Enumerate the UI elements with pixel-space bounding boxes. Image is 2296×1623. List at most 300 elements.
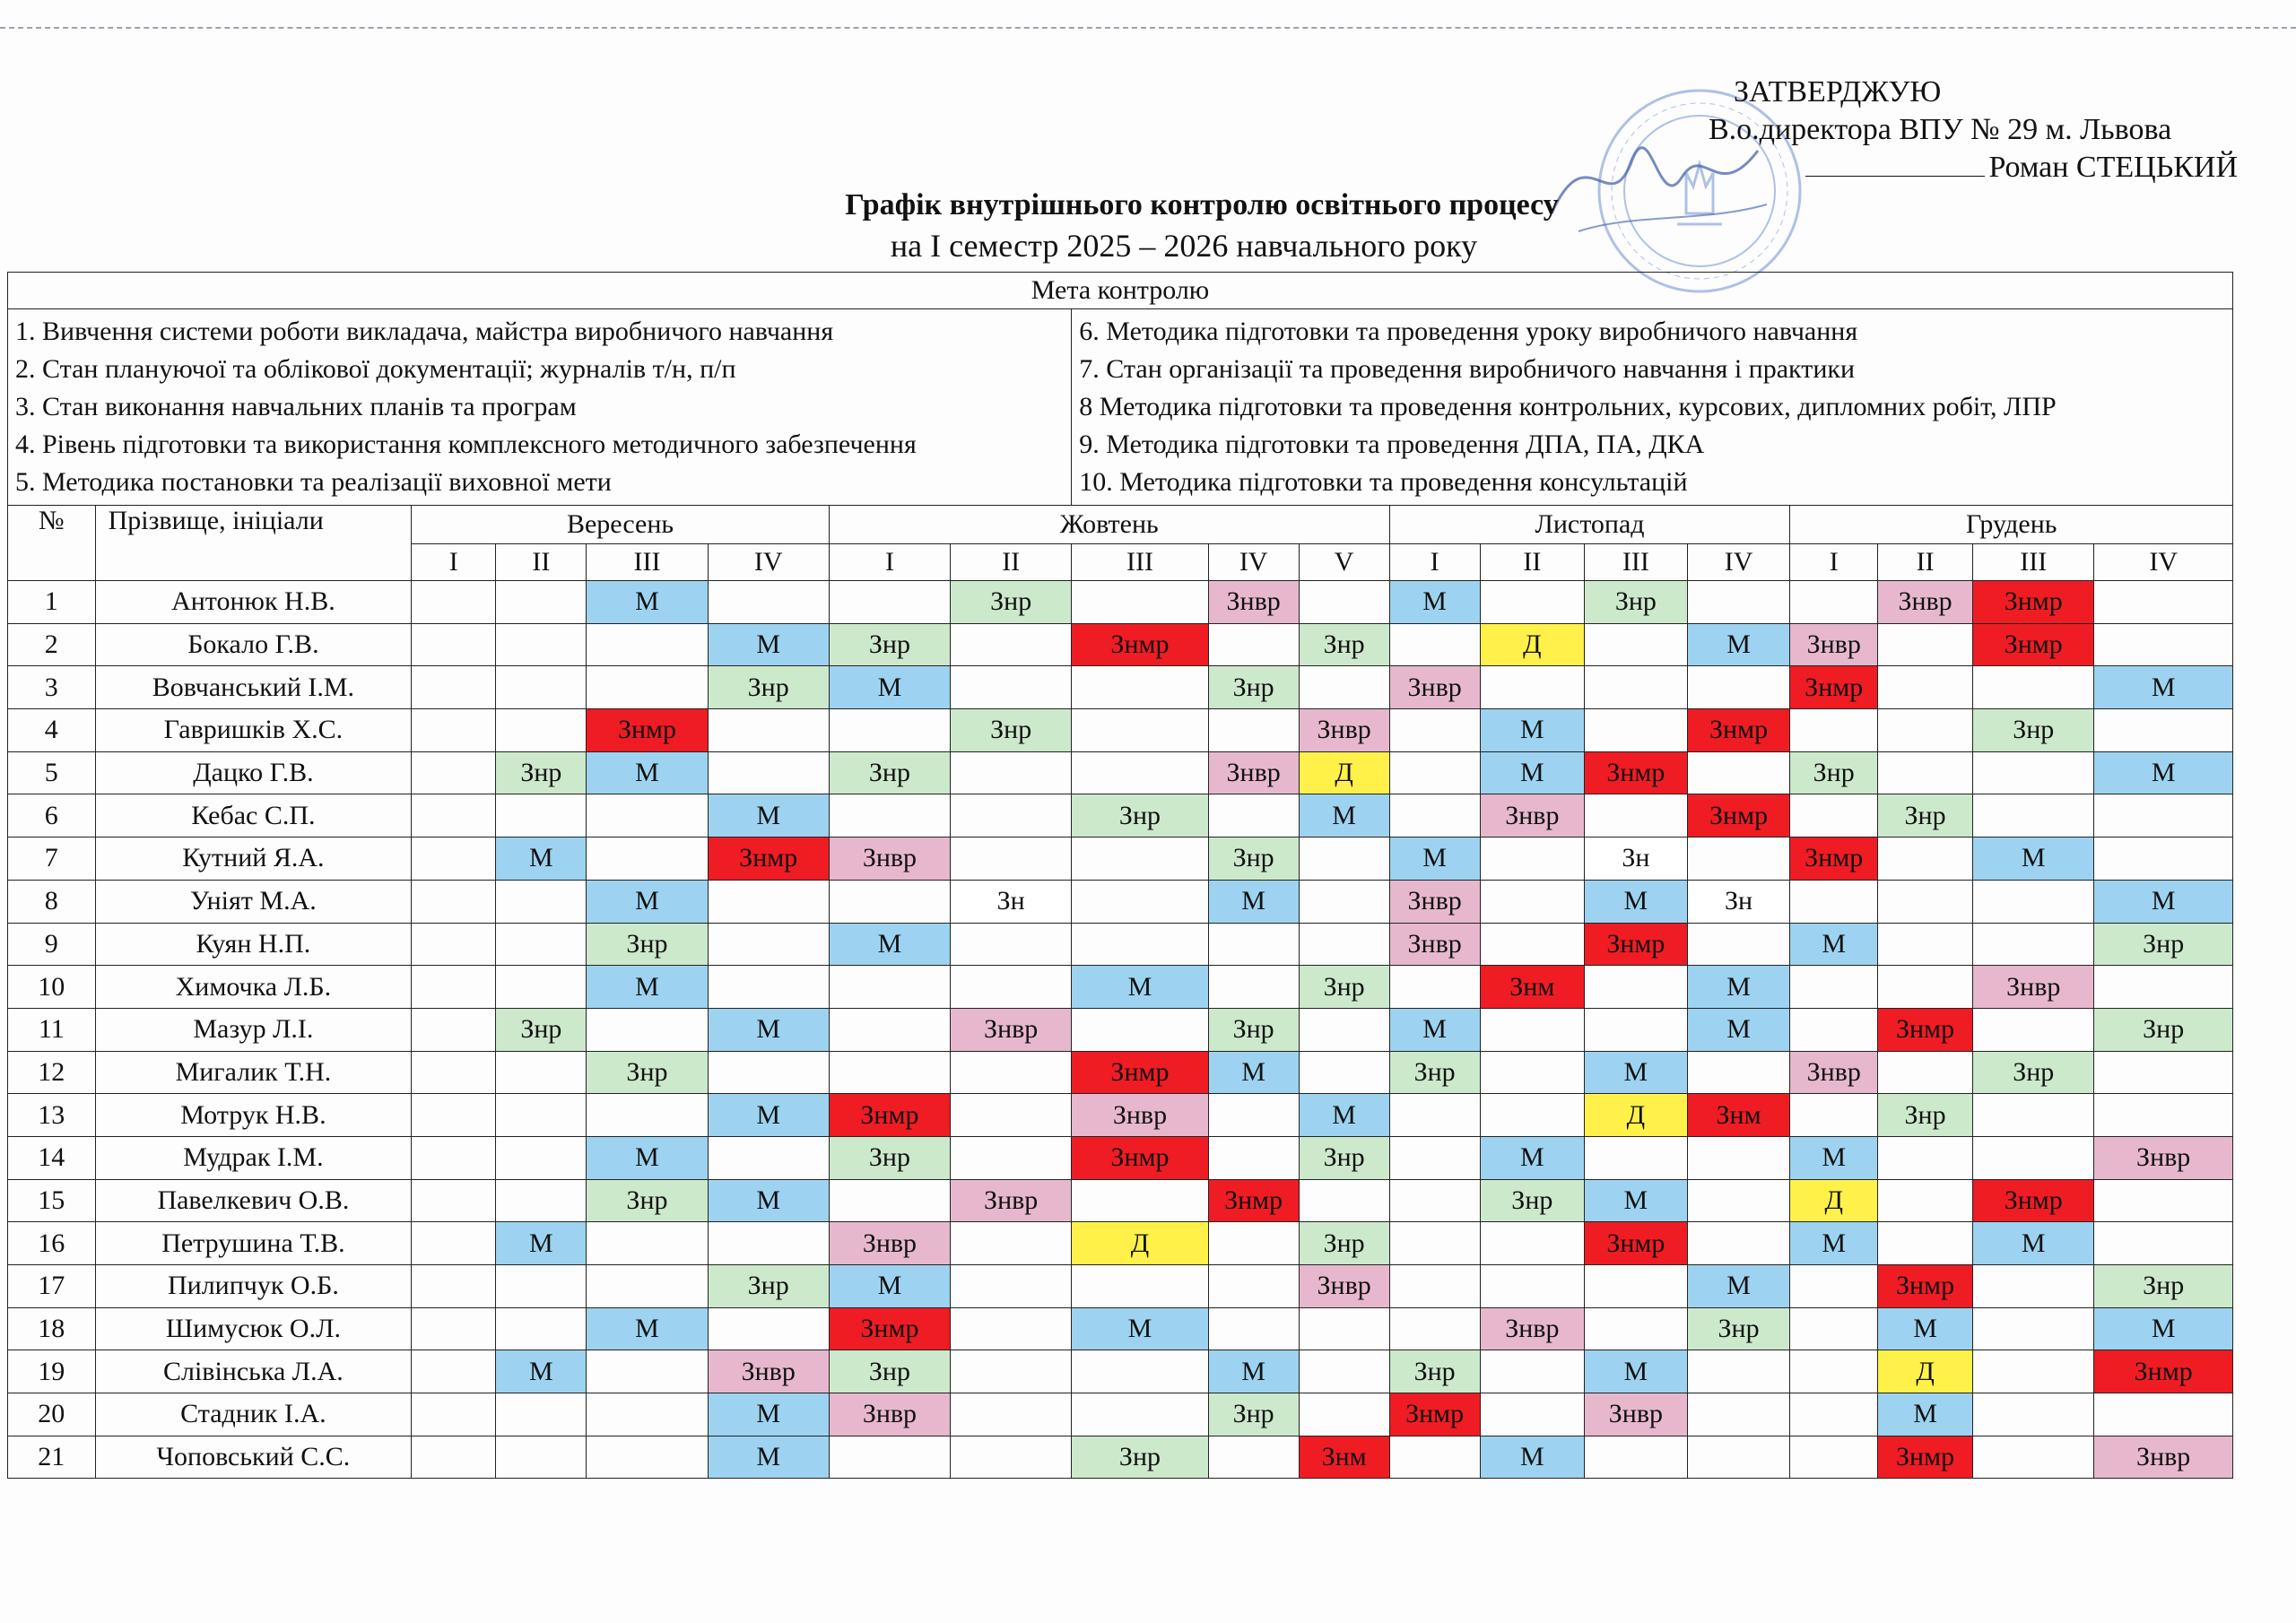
schedule-cell	[1585, 623, 1688, 666]
schedule-cell: Знр	[829, 751, 950, 794]
schedule-cell	[412, 709, 496, 752]
schedule-cell	[496, 666, 587, 709]
schedule-cell: Знвр	[1299, 709, 1389, 752]
schedule-cell	[951, 1051, 1072, 1094]
schedule-cell	[951, 1136, 1072, 1179]
schedule-cell	[1299, 666, 1389, 709]
schedule-cell: М	[1790, 1222, 1878, 1265]
schedule-cell: М	[708, 1179, 829, 1222]
schedule-cell: Знмр	[1973, 623, 2094, 666]
schedule-cell	[1072, 709, 1208, 752]
schedule-cell: Знр	[1389, 1350, 1480, 1393]
schedule-cell: М	[829, 923, 950, 966]
schedule-cell	[412, 666, 496, 709]
schedule-cell: М	[587, 1307, 708, 1350]
schedule-cell	[1790, 709, 1878, 752]
schedule-cell	[951, 966, 1072, 1009]
schedule-cell	[1072, 923, 1208, 966]
schedule-cell: М	[1687, 1265, 1790, 1308]
schedule-cell	[1299, 581, 1389, 624]
schedule-cell: Знвр	[2094, 1136, 2233, 1179]
schedule-cell: М	[496, 838, 587, 881]
schedule-cell	[1389, 1179, 1480, 1222]
schedule-cell	[496, 923, 587, 966]
schedule-cell	[2094, 838, 2233, 881]
schedule-cell: Знвр	[1208, 581, 1299, 624]
schedule-cell	[496, 1094, 587, 1137]
schedule-cell: Знр	[2094, 1265, 2233, 1308]
schedule-cell: Знвр	[1585, 1393, 1688, 1436]
schedule-cell: М	[587, 751, 708, 794]
schedule-cell	[951, 1350, 1072, 1393]
schedule-cell	[1299, 1179, 1389, 1222]
teacher-name: Куян Н.П.	[95, 923, 412, 966]
schedule-cell	[1790, 880, 1878, 923]
schedule-cell: Знмр	[587, 709, 708, 752]
schedule-cell: Д	[1072, 1222, 1208, 1265]
teacher-name: Слівінська Л.А.	[95, 1350, 412, 1393]
schedule-cell	[412, 1008, 496, 1051]
schedule-cell: Знмр	[1585, 751, 1688, 794]
schedule-cell	[496, 880, 587, 923]
schedule-cell: Знмр	[708, 838, 829, 881]
schedule-cell	[1585, 794, 1688, 838]
schedule-cell	[1585, 1307, 1688, 1350]
schedule-cell: Знмр	[1973, 581, 2094, 624]
row-number: 17	[8, 1265, 96, 1308]
schedule-cell	[1299, 838, 1389, 881]
schedule-cell	[1208, 1222, 1299, 1265]
schedule-cell: М	[1389, 838, 1480, 881]
schedule-cell	[951, 1436, 1072, 1479]
schedule-cell: Знвр	[1790, 623, 1878, 666]
schedule-cell	[1878, 1222, 1973, 1265]
schedule-cell	[1687, 581, 1790, 624]
row-number: 5	[8, 751, 96, 794]
week-header: IV	[1687, 544, 1790, 581]
schedule-cell	[496, 1393, 587, 1436]
schedule-cell	[1072, 838, 1208, 881]
table-row	[8, 880, 2233, 923]
schedule-cell	[1585, 1136, 1688, 1179]
document-subtitle: на І семестр 2025 – 2026 навчального року	[890, 228, 1478, 264]
schedule-cell: Знмр	[1072, 1136, 1208, 1179]
teacher-name: Шимусюк О.Л.	[95, 1307, 412, 1350]
schedule-cell	[1208, 1094, 1299, 1137]
schedule-cell	[1585, 709, 1688, 752]
goal-item: 4. Рівень підготовки та використання комплексного методичного забезпечення	[15, 430, 917, 459]
schedule-cell	[587, 838, 708, 881]
schedule-cell: М	[708, 1393, 829, 1436]
schedule-cell	[829, 794, 950, 838]
schedule-cell: М	[1208, 1051, 1299, 1094]
schedule-cell	[1790, 1265, 1878, 1308]
schedule-cell	[1389, 751, 1480, 794]
schedule-cell	[1208, 623, 1299, 666]
schedule-cell	[1585, 1265, 1688, 1308]
teacher-name: Кебас С.П.	[95, 794, 412, 838]
schedule-cell: Знвр	[708, 1350, 829, 1393]
schedule-cell	[1585, 1008, 1688, 1051]
schedule-cell	[1208, 1436, 1299, 1479]
schedule-cell: Знмр	[1687, 709, 1790, 752]
schedule-cell	[1790, 1094, 1878, 1137]
schedule-cell	[1389, 1136, 1480, 1179]
schedule-cell	[1389, 1094, 1480, 1137]
goal-item: 8 Методика підготовки та проведення контрольних, курсових, дипломних робіт, ЛПР	[1079, 392, 2057, 421]
schedule-cell: М	[1299, 794, 1389, 838]
schedule-cell	[829, 1179, 950, 1222]
control-schedule-table	[7, 272, 2233, 1479]
schedule-cell: Знвр	[1389, 666, 1480, 709]
schedule-cell: Знр	[951, 709, 1072, 752]
schedule-cell: М	[1585, 1350, 1688, 1393]
schedule-cell: Знвр	[1480, 1307, 1584, 1350]
schedule-cell	[829, 1051, 950, 1094]
month-header: Листопад	[1389, 506, 1790, 544]
week-header: II	[1480, 544, 1584, 581]
schedule-cell: М	[1208, 880, 1299, 923]
document-title: Графік внутрішнього контролю освітнього процесу	[845, 188, 1559, 221]
schedule-cell	[587, 1008, 708, 1051]
schedule-cell	[1790, 794, 1878, 838]
schedule-cell	[1878, 923, 1973, 966]
schedule-cell	[1687, 1136, 1790, 1179]
schedule-cell	[1878, 838, 1973, 881]
schedule-cell: М	[2094, 751, 2233, 794]
goals-right-list	[1072, 309, 2233, 506]
schedule-cell: Знмр	[1878, 1008, 1973, 1051]
schedule-cell: Знмр	[1790, 838, 1878, 881]
schedule-cell	[708, 923, 829, 966]
schedule-cell: Знмр	[1585, 1222, 1688, 1265]
goal-item: 7. Стан організації та проведення виробничого навчання і практики	[1079, 354, 1856, 384]
row-number: 19	[8, 1350, 96, 1393]
teacher-name: Чоповський С.С.	[95, 1436, 412, 1479]
schedule-cell: Знр	[2094, 1008, 2233, 1051]
schedule-cell	[951, 623, 1072, 666]
schedule-cell	[829, 709, 950, 752]
schedule-cell	[1973, 1307, 2094, 1350]
approval-signature-line	[1709, 149, 2238, 187]
week-header: I	[1790, 544, 1878, 581]
schedule-cell	[1878, 751, 1973, 794]
schedule-cell	[708, 1307, 829, 1350]
schedule-cell: М	[1790, 923, 1878, 966]
month-header: Грудень	[1790, 506, 2233, 544]
schedule-cell: М	[1585, 880, 1688, 923]
approval-signer-name: Роман СТЕЦЬКИЙ	[1988, 151, 2238, 184]
schedule-cell: Знр	[829, 1136, 950, 1179]
schedule-cell	[1973, 666, 2094, 709]
schedule-cell: Знмр	[829, 1307, 950, 1350]
table-row	[8, 1350, 2233, 1393]
schedule-cell: Зн	[1687, 880, 1790, 923]
week-header: I	[829, 544, 950, 581]
table-row	[8, 666, 2233, 709]
row-number: 20	[8, 1393, 96, 1436]
schedule-cell	[951, 1094, 1072, 1137]
table-row	[8, 1179, 2233, 1222]
schedule-cell: Знмр	[1585, 923, 1688, 966]
schedule-cell: Знмр	[1389, 1393, 1480, 1436]
teacher-name: Химочка Л.Б.	[95, 966, 412, 1009]
schedule-cell	[1389, 623, 1480, 666]
schedule-cell: Знмр	[1878, 1265, 1973, 1308]
month-header: Жовтень	[829, 506, 1389, 544]
week-header: III	[1585, 544, 1688, 581]
schedule-cell	[951, 838, 1072, 881]
schedule-cell: М	[1389, 1008, 1480, 1051]
goals-row	[8, 309, 2233, 506]
teacher-name: Мазур Л.І.	[95, 1008, 412, 1051]
week-header: II	[951, 544, 1072, 581]
schedule-cell: Д	[1790, 1179, 1878, 1222]
schedule-cell: Знр	[587, 923, 708, 966]
schedule-cell	[496, 794, 587, 838]
schedule-cell: Знвр	[1299, 1265, 1389, 1308]
schedule-cell: Знр	[951, 581, 1072, 624]
schedule-cell	[1790, 1307, 1878, 1350]
schedule-cell	[708, 709, 829, 752]
schedule-cell	[1687, 751, 1790, 794]
schedule-cell	[1790, 1350, 1878, 1393]
schedule-cell	[2094, 794, 2233, 838]
schedule-cell: Знр	[1973, 709, 2094, 752]
schedule-cell: Знмр	[1072, 623, 1208, 666]
schedule-cell	[1299, 1393, 1389, 1436]
schedule-cell	[1208, 966, 1299, 1009]
schedule-cell	[1687, 1051, 1790, 1094]
schedule-cell: Знмр	[1790, 666, 1878, 709]
schedule-cell	[1687, 666, 1790, 709]
schedule-cell: М	[1072, 966, 1208, 1009]
schedule-cell	[1687, 1350, 1790, 1393]
schedule-cell	[1072, 1350, 1208, 1393]
approval-heading: ЗАТВЕРДЖУЮ	[1734, 75, 1942, 108]
schedule-cell: М	[1687, 966, 1790, 1009]
week-header: III	[1973, 544, 2094, 581]
week-header: I	[1389, 544, 1480, 581]
schedule-cell: Знр	[1878, 1094, 1973, 1137]
schedule-cell	[412, 751, 496, 794]
schedule-cell	[1072, 751, 1208, 794]
schedule-cell	[708, 880, 829, 923]
schedule-cell: Знр	[496, 751, 587, 794]
teacher-name: Бокало Г.В.	[95, 623, 412, 666]
schedule-cell: М	[1585, 1179, 1688, 1222]
schedule-cell: Знвр	[1389, 923, 1480, 966]
table-row	[8, 1051, 2233, 1094]
schedule-cell: Д	[1299, 751, 1389, 794]
schedule-cell: Знвр	[951, 1008, 1072, 1051]
teacher-name: Гавришків Х.С.	[95, 709, 412, 752]
schedule-cell: М	[1973, 838, 2094, 881]
week-header: IV	[1208, 544, 1299, 581]
teacher-name: Павелкевич О.В.	[95, 1179, 412, 1222]
schedule-cell	[1480, 880, 1584, 923]
approval-block	[1709, 74, 2238, 187]
schedule-cell	[1687, 1179, 1790, 1222]
row-number: 8	[8, 880, 96, 923]
schedule-cell	[1389, 709, 1480, 752]
schedule-cell	[1072, 1179, 1208, 1222]
approval-position: В.о.директора ВПУ № 29 м. Львова	[1709, 113, 2172, 146]
schedule-cell	[1687, 1436, 1790, 1479]
schedule-cell: Д	[1480, 623, 1584, 666]
row-number: 18	[8, 1307, 96, 1350]
schedule-cell	[1480, 666, 1584, 709]
row-number: 14	[8, 1136, 96, 1179]
schedule-cell	[412, 1393, 496, 1436]
schedule-cell	[1878, 666, 1973, 709]
schedule-cell	[1072, 880, 1208, 923]
schedule-cell	[1973, 1008, 2094, 1051]
schedule-cell	[587, 794, 708, 838]
schedule-cell: Знр	[708, 1265, 829, 1308]
schedule-cell: М	[829, 1265, 950, 1308]
row-number: 13	[8, 1094, 96, 1137]
schedule-cell	[412, 1051, 496, 1094]
schedule-cell: М	[2094, 1307, 2233, 1350]
schedule-cell	[1072, 1008, 1208, 1051]
schedule-cell: Знмр	[2094, 1350, 2233, 1393]
schedule-cell: Знр	[1299, 623, 1389, 666]
signature-underline	[1805, 176, 1985, 177]
schedule-cell	[829, 880, 950, 923]
row-number: 15	[8, 1179, 96, 1222]
schedule-cell	[1973, 1136, 2094, 1179]
schedule-cell	[587, 666, 708, 709]
schedule-cell: Зн	[1585, 838, 1688, 881]
schedule-cell: М	[708, 1094, 829, 1137]
schedule-cell: Знр	[1480, 1179, 1584, 1222]
row-number: 21	[8, 1436, 96, 1479]
row-number: 1	[8, 581, 96, 624]
schedule-cell	[1687, 838, 1790, 881]
table-row	[8, 709, 2233, 752]
schedule-cell	[587, 1350, 708, 1393]
schedule-cell	[1878, 966, 1973, 1009]
schedule-cell: М	[1208, 1350, 1299, 1393]
schedule-cell	[1878, 1136, 1973, 1179]
schedule-cell	[2094, 623, 2233, 666]
schedule-cell: М	[587, 880, 708, 923]
schedule-cell: М	[1480, 751, 1584, 794]
schedule-cell: Знвр	[1878, 581, 1973, 624]
schedule-cell	[412, 1222, 496, 1265]
teacher-name: Дацко Г.В.	[95, 751, 412, 794]
schedule-cell	[1299, 923, 1389, 966]
month-header: Вересень	[412, 506, 830, 544]
schedule-cell	[1878, 1051, 1973, 1094]
teacher-name: Стадник І.А.	[95, 1393, 412, 1436]
schedule-cell	[1389, 794, 1480, 838]
schedule-cell: Знр	[2094, 923, 2233, 966]
schedule-cell: Знвр	[1480, 794, 1584, 838]
goal-item: 10. Методика підготовки та проведення консультацій	[1079, 467, 1688, 497]
row-number: 4	[8, 709, 96, 752]
schedule-cell	[951, 1265, 1072, 1308]
schedule-cell	[1389, 1436, 1480, 1479]
schedule-cell: М	[587, 966, 708, 1009]
schedule-cell	[1480, 1051, 1584, 1094]
schedule-cell	[1973, 1436, 2094, 1479]
schedule-cell	[587, 1393, 708, 1436]
goal-item: 3. Стан виконання навчальних планів та програм	[15, 392, 577, 421]
schedule-cell: М	[1878, 1307, 1973, 1350]
schedule-cell: Знм	[1480, 966, 1584, 1009]
schedule-cell	[708, 1222, 829, 1265]
schedule-cell	[412, 838, 496, 881]
schedule-cell: М	[1973, 1222, 2094, 1265]
schedule-cell: Зн	[951, 880, 1072, 923]
goals-heading-row	[8, 273, 2233, 309]
schedule-cell	[412, 1436, 496, 1479]
table-row	[8, 1136, 2233, 1179]
schedule-cell	[412, 1136, 496, 1179]
week-header: IV	[2094, 544, 2233, 581]
schedule-cell: Знр	[1072, 794, 1208, 838]
schedule-cell: М	[1072, 1307, 1208, 1350]
schedule-cell	[1480, 1222, 1584, 1265]
schedule-cell	[829, 1008, 950, 1051]
schedule-cell	[1790, 1008, 1878, 1051]
week-header: I	[412, 544, 496, 581]
schedule-cell: Знр	[829, 1350, 950, 1393]
schedule-cell	[1480, 1393, 1584, 1436]
schedule-cell	[1878, 623, 1973, 666]
schedule-cell	[1208, 1265, 1299, 1308]
schedule-cell: М	[708, 794, 829, 838]
schedule-cell	[412, 923, 496, 966]
schedule-cell	[1878, 709, 1973, 752]
schedule-cell	[412, 880, 496, 923]
goal-item: 6. Методика підготовки та проведення уроку виробничого навчання	[1079, 317, 1858, 346]
schedule-cell	[1687, 923, 1790, 966]
schedule-cell	[1973, 751, 2094, 794]
schedule-cell: Знр	[1687, 1307, 1790, 1350]
schedule-cell	[412, 623, 496, 666]
schedule-cell	[1480, 1350, 1584, 1393]
schedule-cell	[1389, 1307, 1480, 1350]
schedule-cell	[496, 1307, 587, 1350]
schedule-cell	[412, 1307, 496, 1350]
schedule-cell: М	[708, 623, 829, 666]
schedule-cell	[1480, 838, 1584, 881]
schedule-cell	[951, 751, 1072, 794]
row-number: 9	[8, 923, 96, 966]
schedule-cell	[2094, 1393, 2233, 1436]
schedule-cell: Д	[1585, 1094, 1688, 1137]
schedule-cell	[951, 1393, 1072, 1436]
schedule-cell	[708, 1136, 829, 1179]
schedule-cell	[1299, 880, 1389, 923]
schedule-cell	[496, 1436, 587, 1479]
schedule-cell: М	[708, 1008, 829, 1051]
teacher-name: Вовчанський І.М.	[95, 666, 412, 709]
schedule-cell: Знмр	[1973, 1179, 2094, 1222]
schedule-cell: М	[1687, 1008, 1790, 1051]
schedule-cell: Знвр	[2094, 1436, 2233, 1479]
schedule-cell: М	[587, 581, 708, 624]
schedule-cell	[1973, 1094, 2094, 1137]
schedule-cell	[1072, 581, 1208, 624]
table-row	[8, 751, 2233, 794]
schedule-cell	[1208, 923, 1299, 966]
schedule-cell	[1973, 1350, 2094, 1393]
schedule-cell: М	[1687, 623, 1790, 666]
